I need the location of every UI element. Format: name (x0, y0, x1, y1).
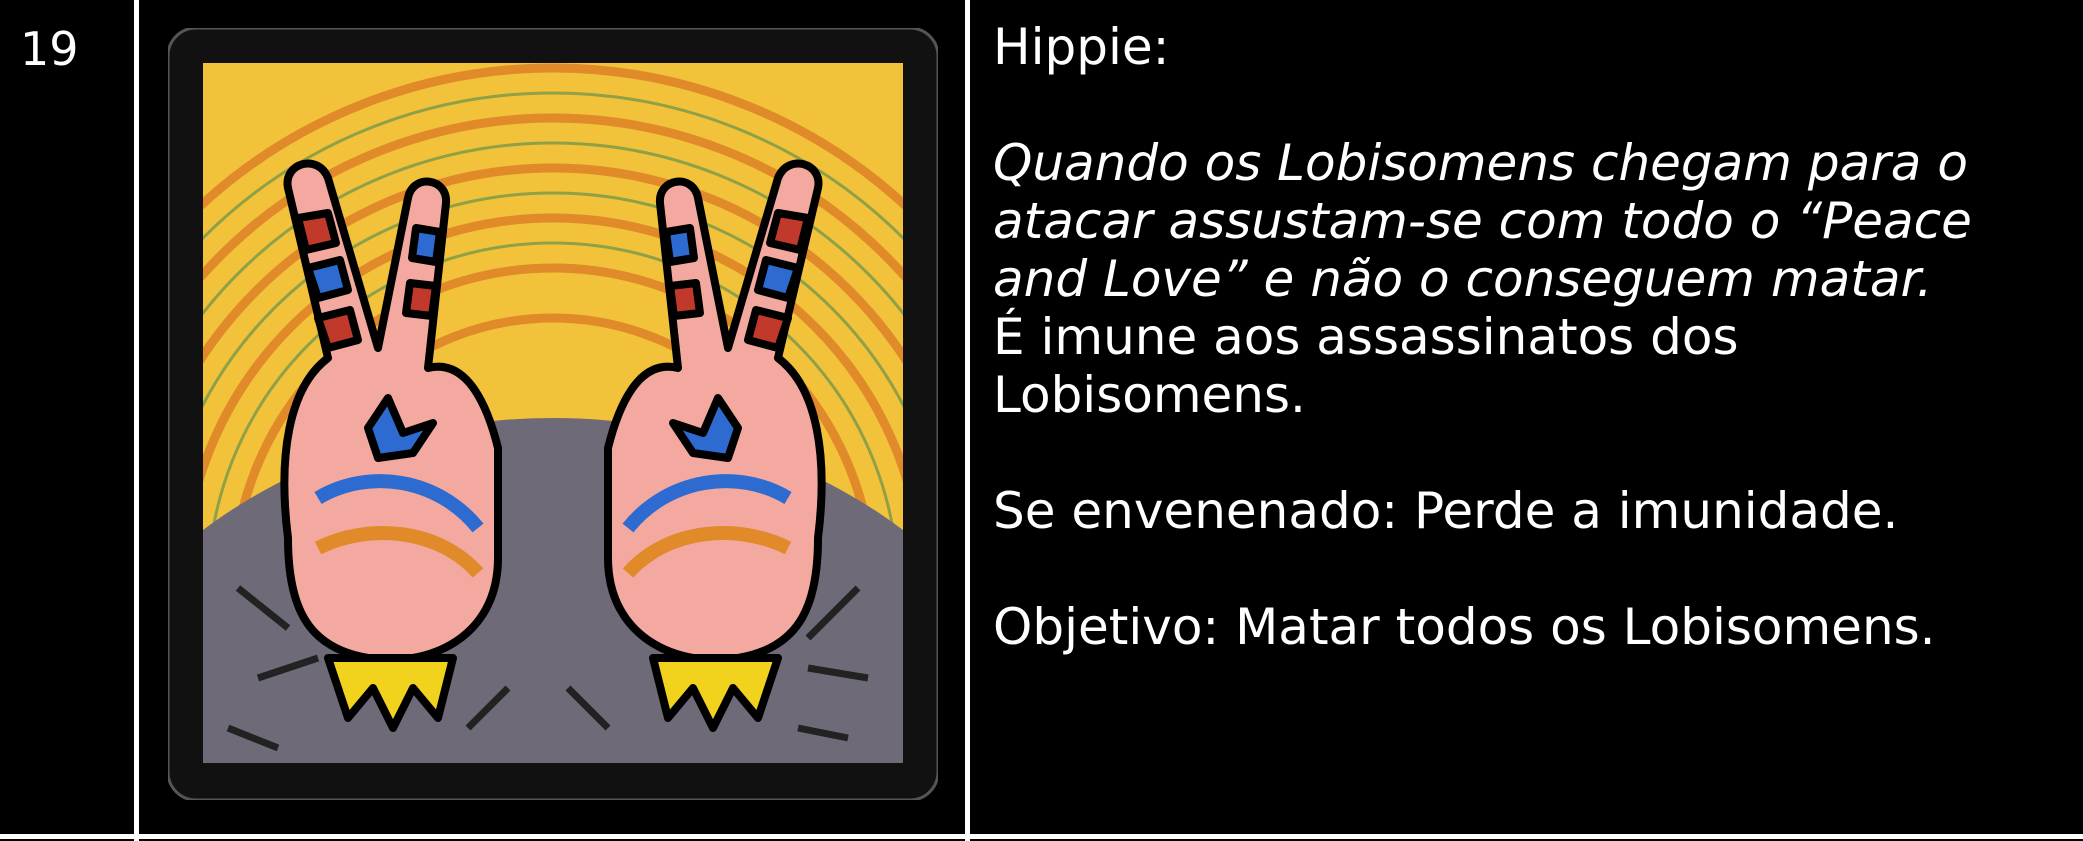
poison-text: Se envenenado: Perde a imunidade. (993, 482, 1899, 540)
role-title: Hippie: (993, 18, 1170, 76)
flavor-text: Quando os Lobisomens chegam para o atacar assustam-se com todo o “Peace and Love” e não o conseguem matar. (993, 134, 1972, 308)
row-number: 19 (20, 22, 79, 76)
row-divider (0, 834, 2083, 839)
objective-text: Objetivo: Matar todos os Lobisomens. (993, 598, 1936, 656)
hands-peace-sign-icon (168, 28, 938, 800)
ability-text-line-1: É imune aos assassinatos dos (993, 308, 1739, 366)
description-cell (993, 18, 2063, 656)
column-divider-2 (965, 0, 970, 841)
ability-text-line-2: Lobisomens. (993, 366, 1306, 424)
column-divider-1 (134, 0, 139, 841)
